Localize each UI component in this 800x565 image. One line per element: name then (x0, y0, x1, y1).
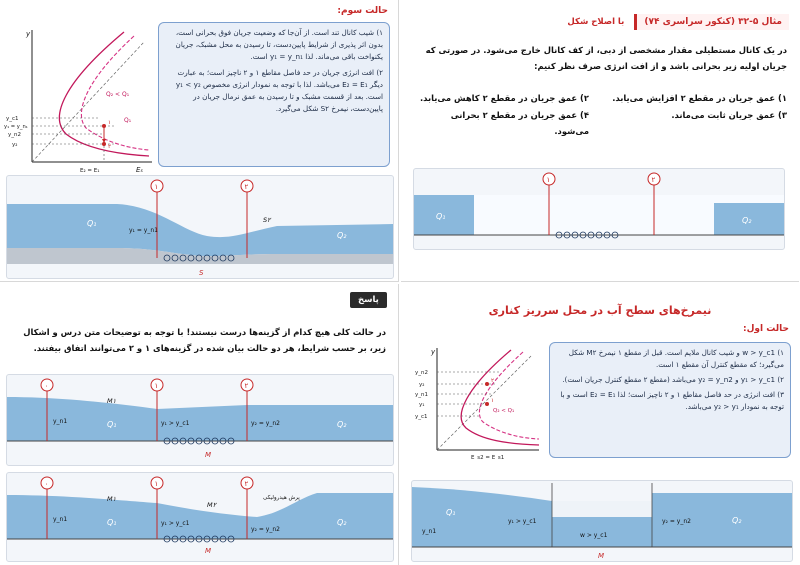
channel-diagram-2 (413, 168, 785, 250)
diag3a-m1: M۱ (107, 397, 117, 405)
example-title-main: مثال ۵-۳۲ (کنکور سراسری ۷۴) (634, 14, 789, 30)
answer-text: در حالت کلی هیچ کدام از گزینه‌ها درست نیستند! با توجه به توضیحات متن درس و اشکال زیر، بر حسب شرایط، هر دو حالت بیان شده در گزینه‌های ۱ و ۲ می‌توانند اتفاق بیفتند. (23, 327, 386, 353)
diag3b-jump: پرش هیدرولیکی (263, 495, 300, 501)
diag3a-bottom: M (205, 451, 212, 459)
graph1-tick-y2: y₂ (12, 142, 18, 148)
diag3b-q2: Q₂ (337, 518, 347, 527)
case-one-notes (549, 342, 791, 458)
diag3a-sec1: ۱ (154, 382, 159, 390)
diag4-q2: Q₂ (732, 516, 742, 525)
diag2-q1: Q₁ (436, 212, 446, 221)
diag3a-q2: Q₂ (337, 420, 347, 429)
diag1-q2: Q₂ (337, 231, 347, 240)
option-3: ۳) عمق جریان ثابت می‌ماند. (671, 110, 787, 120)
side-weir-title: نیمرخ‌های سطح آب در محل سرریز کناری (488, 304, 712, 317)
channel-diagram-1 (6, 175, 394, 279)
diag3a-y1: y₁ > y_c1 (161, 420, 190, 427)
diag3a-sec0: ۰ (44, 382, 49, 390)
page-1 (0, 0, 399, 282)
channel-diagram-3a (6, 374, 394, 466)
graph2-tick-yc1: y_c1 (415, 414, 428, 420)
graph1-tick-yc1: y_c1 (6, 116, 19, 122)
graph2-curve-label: Q₂ < Q₁ (493, 408, 515, 414)
graph2-tick-y1: y₁ (419, 402, 425, 408)
diag3b-m2: M۲ (207, 501, 217, 509)
diag4-yn1: y_n1 (422, 528, 437, 535)
graph2-tick-y2: y₂ (419, 382, 425, 388)
note-2: ۲) افت انرژی جریان در حد فاصل مقاطع ۱ و ۲ ناچیز است؛ به عبارت دیگر E₂ = E₁ می‌باشد. لذا با توجه به نمودار انرژی مخصوص y₁ < y₂ است. بعد از قسمت مشبک و تا رسیدن به عمق نرمال جریان در پایین‌دست، نیمرخ S۲ شکل می‌گیرد. (175, 68, 383, 113)
option-4: ۴) عمق جریان در مقطع ۲ بحرانی می‌شود. (450, 110, 589, 136)
example-question: در یک کانال مستطیلی مقدار مشخصی از دبی، از کف کانال خارج می‌شود. در صورتی که جریان اولیه زیر بحرانی باشد و از افت انرژی صرف نظر کنیم: (425, 45, 787, 71)
diag4-q1: Q₁ (446, 508, 456, 517)
graph2-point-2 (485, 382, 489, 386)
diag4-bottom: M (598, 552, 605, 560)
diag1-sec1: ۱ (154, 183, 159, 191)
page-4 (401, 284, 799, 565)
graph2-label-1: ۱ (491, 398, 494, 404)
channel-diagram-3b (6, 472, 394, 562)
graph1-tick-y1: y₁ = y_n₁ (4, 124, 28, 130)
graph1-energy: E₂ = E₁ (80, 168, 100, 172)
note4-1: ۱) w > y_c1 و شیب کانال ملایم است. قبل از مقطع ۱ نیمرخ M۲ شکل می‌گیرد؛ که مقطع کنترل آن مقطع ۱ است. (568, 348, 784, 369)
diag2-sec1: ۱ (546, 176, 551, 184)
graph-point-2 (102, 142, 106, 146)
graph-point-1 (102, 124, 106, 128)
diag3b-y2: y₂ = y_n2 (251, 526, 280, 533)
graph1-curve-q1: Q₁ (124, 117, 132, 124)
graph2-tick-yn2: y_n2 (415, 370, 428, 376)
specific-energy-graph-2 (411, 342, 541, 460)
example-title (567, 14, 789, 30)
diag3b-sec2: ۲ (244, 480, 249, 488)
option-2: ۲) عمق جریان در مقطع ۲ کاهش می‌یابد. (419, 93, 589, 103)
graph1-tick-yn2: y_n2 (8, 132, 21, 138)
diag3b-bottom: M (205, 547, 212, 555)
graph2-label-2: ۲ (491, 378, 494, 384)
graph1-label-2: ۲ (108, 144, 111, 150)
diag1-s2: S۲ (263, 216, 271, 224)
diag3b-sec1: ۱ (154, 480, 159, 488)
page-2 (401, 0, 799, 282)
diag1-q1: Q₁ (87, 219, 97, 228)
example-title-sub: با اصلاح شکل (567, 17, 625, 27)
diag4-w: w > y_c1 (580, 532, 608, 539)
answer-badge: پاسخ (350, 292, 387, 308)
note4-3: ۳) افت انرژی در حد فاصل مقاطع ۱ و ۲ ناچیز است؛ لذا E₂ = E₁ است و با توجه به نمودار y₂ > y₁ می‌باشد. (560, 390, 784, 411)
diag3a-yn1: y_n1 (53, 418, 68, 425)
case-one-heading: حالت اول: (743, 324, 789, 334)
graph2-point-1 (485, 402, 489, 406)
diag3b-q1: Q₁ (107, 518, 117, 527)
diag1-bottom-label: S (199, 269, 204, 277)
case-three-heading: حالت سوم: (337, 6, 388, 16)
diag3a-y2: y₂ = y_n2 (251, 420, 280, 427)
diag4-y1: y₁ > y_c1 (508, 518, 537, 525)
graph2-tick-yn1: y_n1 (415, 392, 428, 398)
diag3a-q1: Q₁ (107, 420, 117, 429)
graph1-label-1: ۱ (108, 120, 111, 126)
diag3b-yn1: y_n1 (53, 516, 68, 523)
graph1-axis-y: y (26, 30, 31, 38)
note-1: ۱) شیب کانال تند است. از آن‌جا که وضعیت جریان فوق بحرانی است، بدون اثر پذیری از شرایط پایین‌دست، تا رسیدن به محل مشبک، جریان یکنواخت باقی می‌ماند. لذا y₁ = y_n₁ است. (175, 28, 383, 61)
diag1-y1: y₁ = y_n1 (129, 227, 158, 234)
side-weir-diagram (411, 480, 793, 562)
option-1: ۱) عمق جریان در مقطع ۲ افزایش می‌یابد. (612, 93, 787, 103)
diag3b-sec0: ۰ (44, 480, 49, 488)
diag2-sec2: ۲ (651, 176, 656, 184)
specific-energy-graph-1 (4, 22, 154, 172)
diag1-sec2: ۲ (244, 183, 249, 191)
graph1-curve-q2: Q₂ < Q₁ (106, 91, 130, 98)
graph1-axis-x: Eₛ (136, 166, 144, 172)
diag3a-sec2: ۲ (244, 382, 249, 390)
diag2-q2: Q₂ (742, 216, 752, 225)
diag3b-m1: M۱ (107, 495, 117, 503)
graph2-energy: E_s2 = E_s1 (471, 455, 505, 460)
case-three-notes (158, 22, 390, 167)
diag4-y2: y₂ = y_n2 (662, 518, 691, 525)
page-3 (0, 284, 399, 565)
note4-2: ۲) y₁ > y_c1 و y₂ = y_n2 می‌باشد (مقطع ۲ مقطع کنترل جریان است). (562, 375, 784, 384)
diag3b-y1: y₁ > y_c1 (161, 520, 190, 527)
graph2-axis-y: y (431, 348, 436, 356)
